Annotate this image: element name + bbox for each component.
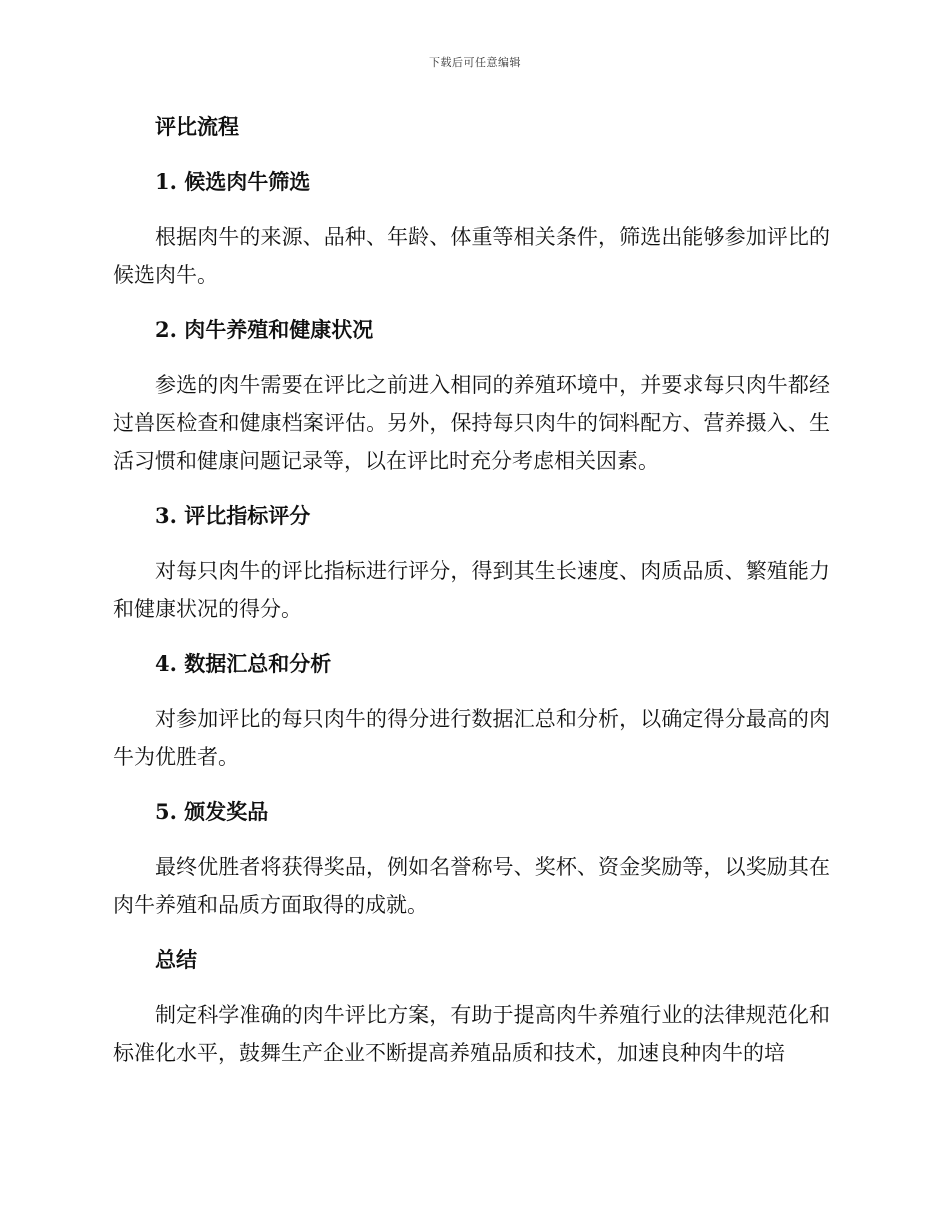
paragraph-data-analysis: 对参加评比的每只肉牛的得分进行数据汇总和分析，以确定得分最高的肉牛为优胜者。 — [113, 707, 830, 769]
page-header: 下载后可任意编辑 — [429, 56, 521, 69]
document-body — [113, 108, 830, 1089]
paragraph-indicator-scoring: 对每只肉牛的评比指标进行评分，得到其生长速度、肉质品质、繁殖能力和健康状况的得分。 — [113, 559, 830, 621]
paragraph-awards: 最终优胜者将获得奖品，例如名誉称号、奖杯、资金奖励等，以奖励其在肉牛养殖和品质方面取得的成就。 — [113, 855, 830, 917]
section-heading-summary: 总结 — [155, 947, 197, 972]
section-heading-candidate-screening: 1. 候选肉牛筛选 — [155, 169, 311, 194]
paragraph-breeding-health: 参选的肉牛需要在评比之前进入相同的养殖环境中，并要求每只肉牛都经过兽医检查和健康档案评估。另外，保持每只肉牛的饲料配方、营养摄入、生活习惯和健康问题记录等，以在评比时充分考虑相关因素。 — [113, 373, 830, 473]
section-heading-evaluation-process: 评比流程 — [155, 114, 239, 139]
paragraph-candidate-screening: 根据肉牛的来源、品种、年龄、体重等相关条件，筛选出能够参加评比的候选肉牛。 — [113, 225, 830, 287]
section-heading-indicator-scoring: 3. 评比指标评分 — [155, 503, 311, 528]
section-heading-awards: 5. 颁发奖品 — [155, 799, 269, 824]
section-heading-breeding-health: 2. 肉牛养殖和健康状况 — [155, 317, 374, 342]
paragraph-summary: 制定科学准确的肉牛评比方案，有助于提高肉牛养殖行业的法律规范化和标准化水平，鼓舞生产企业不断提高养殖品质和技术，加速良种肉牛的培 — [113, 1003, 830, 1065]
section-heading-data-analysis: 4. 数据汇总和分析 — [155, 651, 332, 676]
